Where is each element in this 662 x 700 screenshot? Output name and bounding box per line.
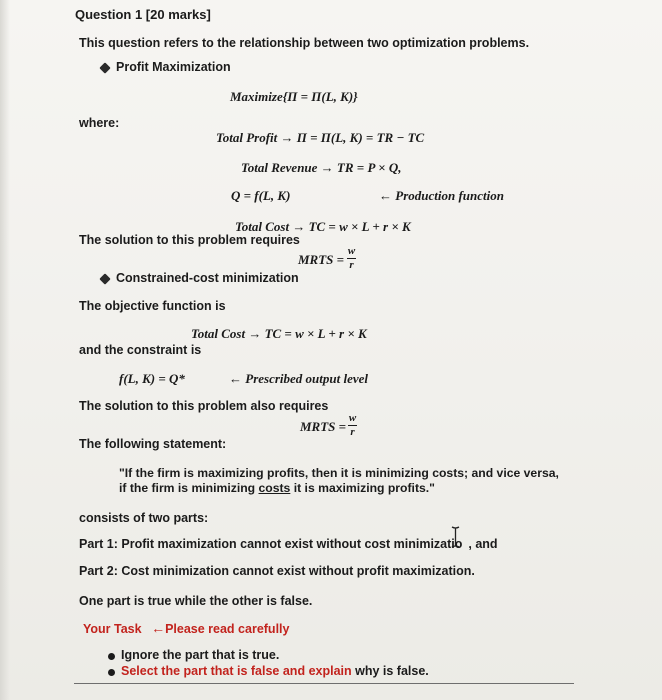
question-intro: This question refers to the relationship between two optimization problems. xyxy=(79,36,530,50)
cost-eq-total-cost: Total Cost → TC = w × L + r × K xyxy=(191,326,367,341)
bullet-icon xyxy=(108,653,115,660)
part-2: Part 2: Cost minimization cannot exist without profit maximization. xyxy=(79,564,475,578)
profit-heading: Profit Maximization xyxy=(116,60,231,74)
truth-text: One part is true while the other is false. xyxy=(79,594,313,608)
eq-constraint: f(L, K) = Q* xyxy=(119,371,185,386)
fraction-denominator: r xyxy=(350,426,355,438)
consists-text: consists of two parts: xyxy=(79,511,209,525)
eq-production: Q = f(L, K) xyxy=(231,188,291,203)
cost-mrts-label: MRTS = xyxy=(300,419,347,434)
statement-intro: The following statement: xyxy=(79,437,227,451)
page-shadow xyxy=(0,0,10,700)
bullet-icon xyxy=(99,273,110,284)
divider xyxy=(74,683,574,684)
task-item-1: Ignore the part that is true. xyxy=(121,648,280,662)
task-item-2-highlight: explain xyxy=(308,664,352,678)
eq-production-label: ← Production function xyxy=(379,188,504,203)
eq-total-revenue: Total Revenue → TR = P × Q, xyxy=(241,160,402,175)
fraction-denominator: r xyxy=(349,259,354,271)
part-1-tail: , and xyxy=(468,537,498,551)
cost-heading: Constrained-cost minimization xyxy=(116,271,299,285)
profit-objective: Maximize{Π = Π(L, K)} xyxy=(230,89,358,104)
cost-objective-text: The objective function is xyxy=(79,299,226,313)
task-heading xyxy=(83,620,289,636)
constraint-text: and the constraint is xyxy=(79,343,202,357)
quote-text: if the firm is minimizing xyxy=(119,481,259,495)
part-1 xyxy=(79,537,498,551)
eq-constraint-label: ← Prescribed output level xyxy=(229,371,369,386)
task-label: Your Task xyxy=(83,622,142,636)
cost-mrts-fraction xyxy=(348,413,357,438)
fraction-numerator: w xyxy=(347,245,356,257)
eq-total-cost: Total Cost → TC = w × L + r × K xyxy=(235,219,411,234)
quote-line-2 xyxy=(119,481,435,495)
profit-solution-text: The solution to this problem requires xyxy=(79,233,300,247)
task-item-2-text: Select the part that is false and xyxy=(121,664,309,678)
task-note: Please read carefully xyxy=(165,622,290,636)
bullet-icon xyxy=(108,669,115,676)
text-cursor-icon xyxy=(451,526,460,548)
cost-solution-text: The solution to this problem also requires xyxy=(79,399,329,413)
task-item-2 xyxy=(121,664,429,678)
profit-mrts-label: MRTS = xyxy=(298,252,345,267)
quote-text: it is maximizing profits." xyxy=(290,481,435,495)
bullet-icon xyxy=(99,62,110,73)
quote-line-1: "If the firm is maximizing profits, then it is minimizing costs; and vice versa, xyxy=(119,466,559,480)
part-1-text: Part 1: Profit maximization cannot exist without cost minimizatio xyxy=(79,537,463,551)
task-item-2-tail: why is false. xyxy=(351,664,429,678)
quote-underlined-word: costs xyxy=(258,481,291,495)
fraction-numerator: w xyxy=(348,412,357,424)
where-label: where: xyxy=(79,116,120,130)
left-arrow-icon: ← xyxy=(151,620,166,636)
profit-mrts-fraction xyxy=(347,246,356,271)
question-title: Question 1 [20 marks] xyxy=(75,7,211,22)
eq-total-profit: Total Profit → Π = Π(L, K) = TR − TC xyxy=(216,130,425,145)
